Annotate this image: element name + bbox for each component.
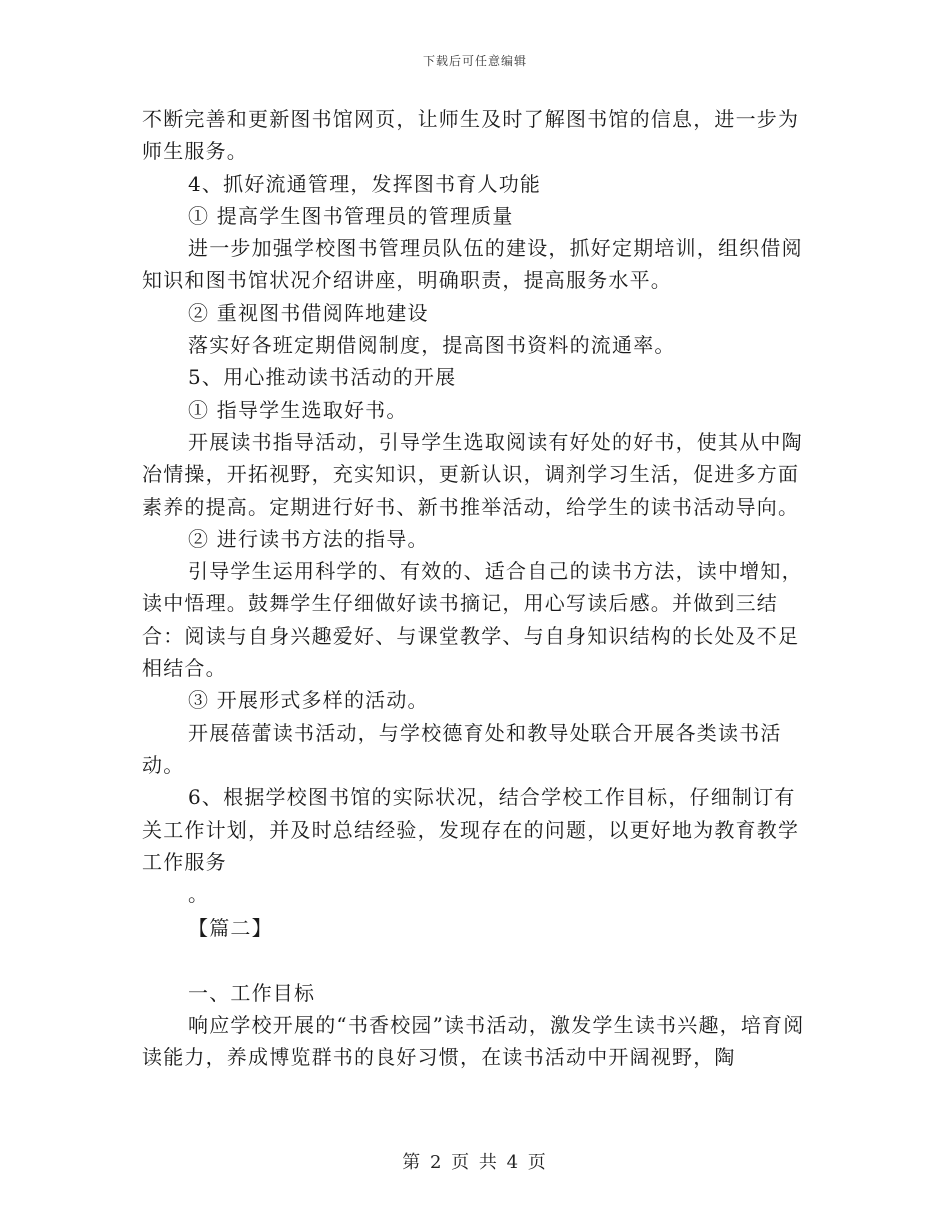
section-heading-4: 4、抓好流通管理，发挥图书育人功能	[188, 171, 542, 196]
subheading-5-3: ③ 开展形式多样的活动。	[188, 688, 429, 713]
paragraph-continuation: 不断完善和更新图书馆网页，让师生及时了解图书馆的信息，进一步为师生服务。	[142, 107, 800, 164]
subheading-5-2: ② 进行读书方法的指导。	[188, 526, 429, 551]
blank-line	[142, 945, 810, 977]
paragraph-goal: 响应学校开展的“书香校园”读书活动，激发学生读书兴趣，培育阅读能力，养成博览群书的良好习惯，在读书活动中开阔视野，陶	[142, 1013, 805, 1070]
paragraph-4-1: 进一步加强学校图书管理员队伍的建设，抓好定期培训，组织借阅知识和图书馆状况介绍讲座，明确职责，提高服务水平。	[142, 236, 803, 293]
chapter-heading: 【篇二】	[188, 916, 273, 941]
paragraph-4-2: 落实好各班定期借阅制度，提高图书资料的流通率。	[188, 333, 676, 358]
subheading-4-2: ② 重视图书借阅阵地建设	[188, 300, 429, 325]
paragraph-5-2: 引导学生运用科学的、有效的、适合自己的读书方法，读中增知，读中悟理。鼓舞学生仔细做好读书摘记，用心写读后感。并做到三结合：阅读与自身兴趣爱好、与课堂教学、与自身知识结构的长处及不足相结合。	[142, 559, 803, 681]
paragraph-5-1: 开展读书指导活动，引导学生选取阅读有好处的好书，使其从中陶冶情操，开拓视野，充实知识，更新认识，调剂学习生活，促进多方面素养的提高。定期进行好书、新书推举活动，给学生的读书活动导向。	[142, 429, 803, 519]
document-body	[142, 103, 810, 1074]
section-heading-6: 6、根据学校图书馆的实际状况，结合学校工作目标，仔细制订有关工作计划，并及时总结经验，发现存在的问题，以更好地为教育教学工作服务	[142, 785, 800, 874]
trailing-period: 。	[188, 882, 210, 907]
page-header: 下载后可任意编辑	[422, 54, 527, 68]
page-number-footer: 第 2 页 共 4 页	[402, 1152, 548, 1173]
section-heading-goal: 一、工作目标	[188, 980, 316, 1005]
subheading-5-1: ① 指导学生选取好书。	[188, 397, 408, 422]
subheading-4-1: ① 提高学生图书管理员的管理质量	[188, 203, 514, 228]
paragraph-5-3: 开展蓓蕾读书活动，与学校德育处和教导处联合开展各类读书活动。	[142, 720, 782, 777]
section-heading-5: 5、用心推动读书活动的开展	[188, 365, 457, 390]
